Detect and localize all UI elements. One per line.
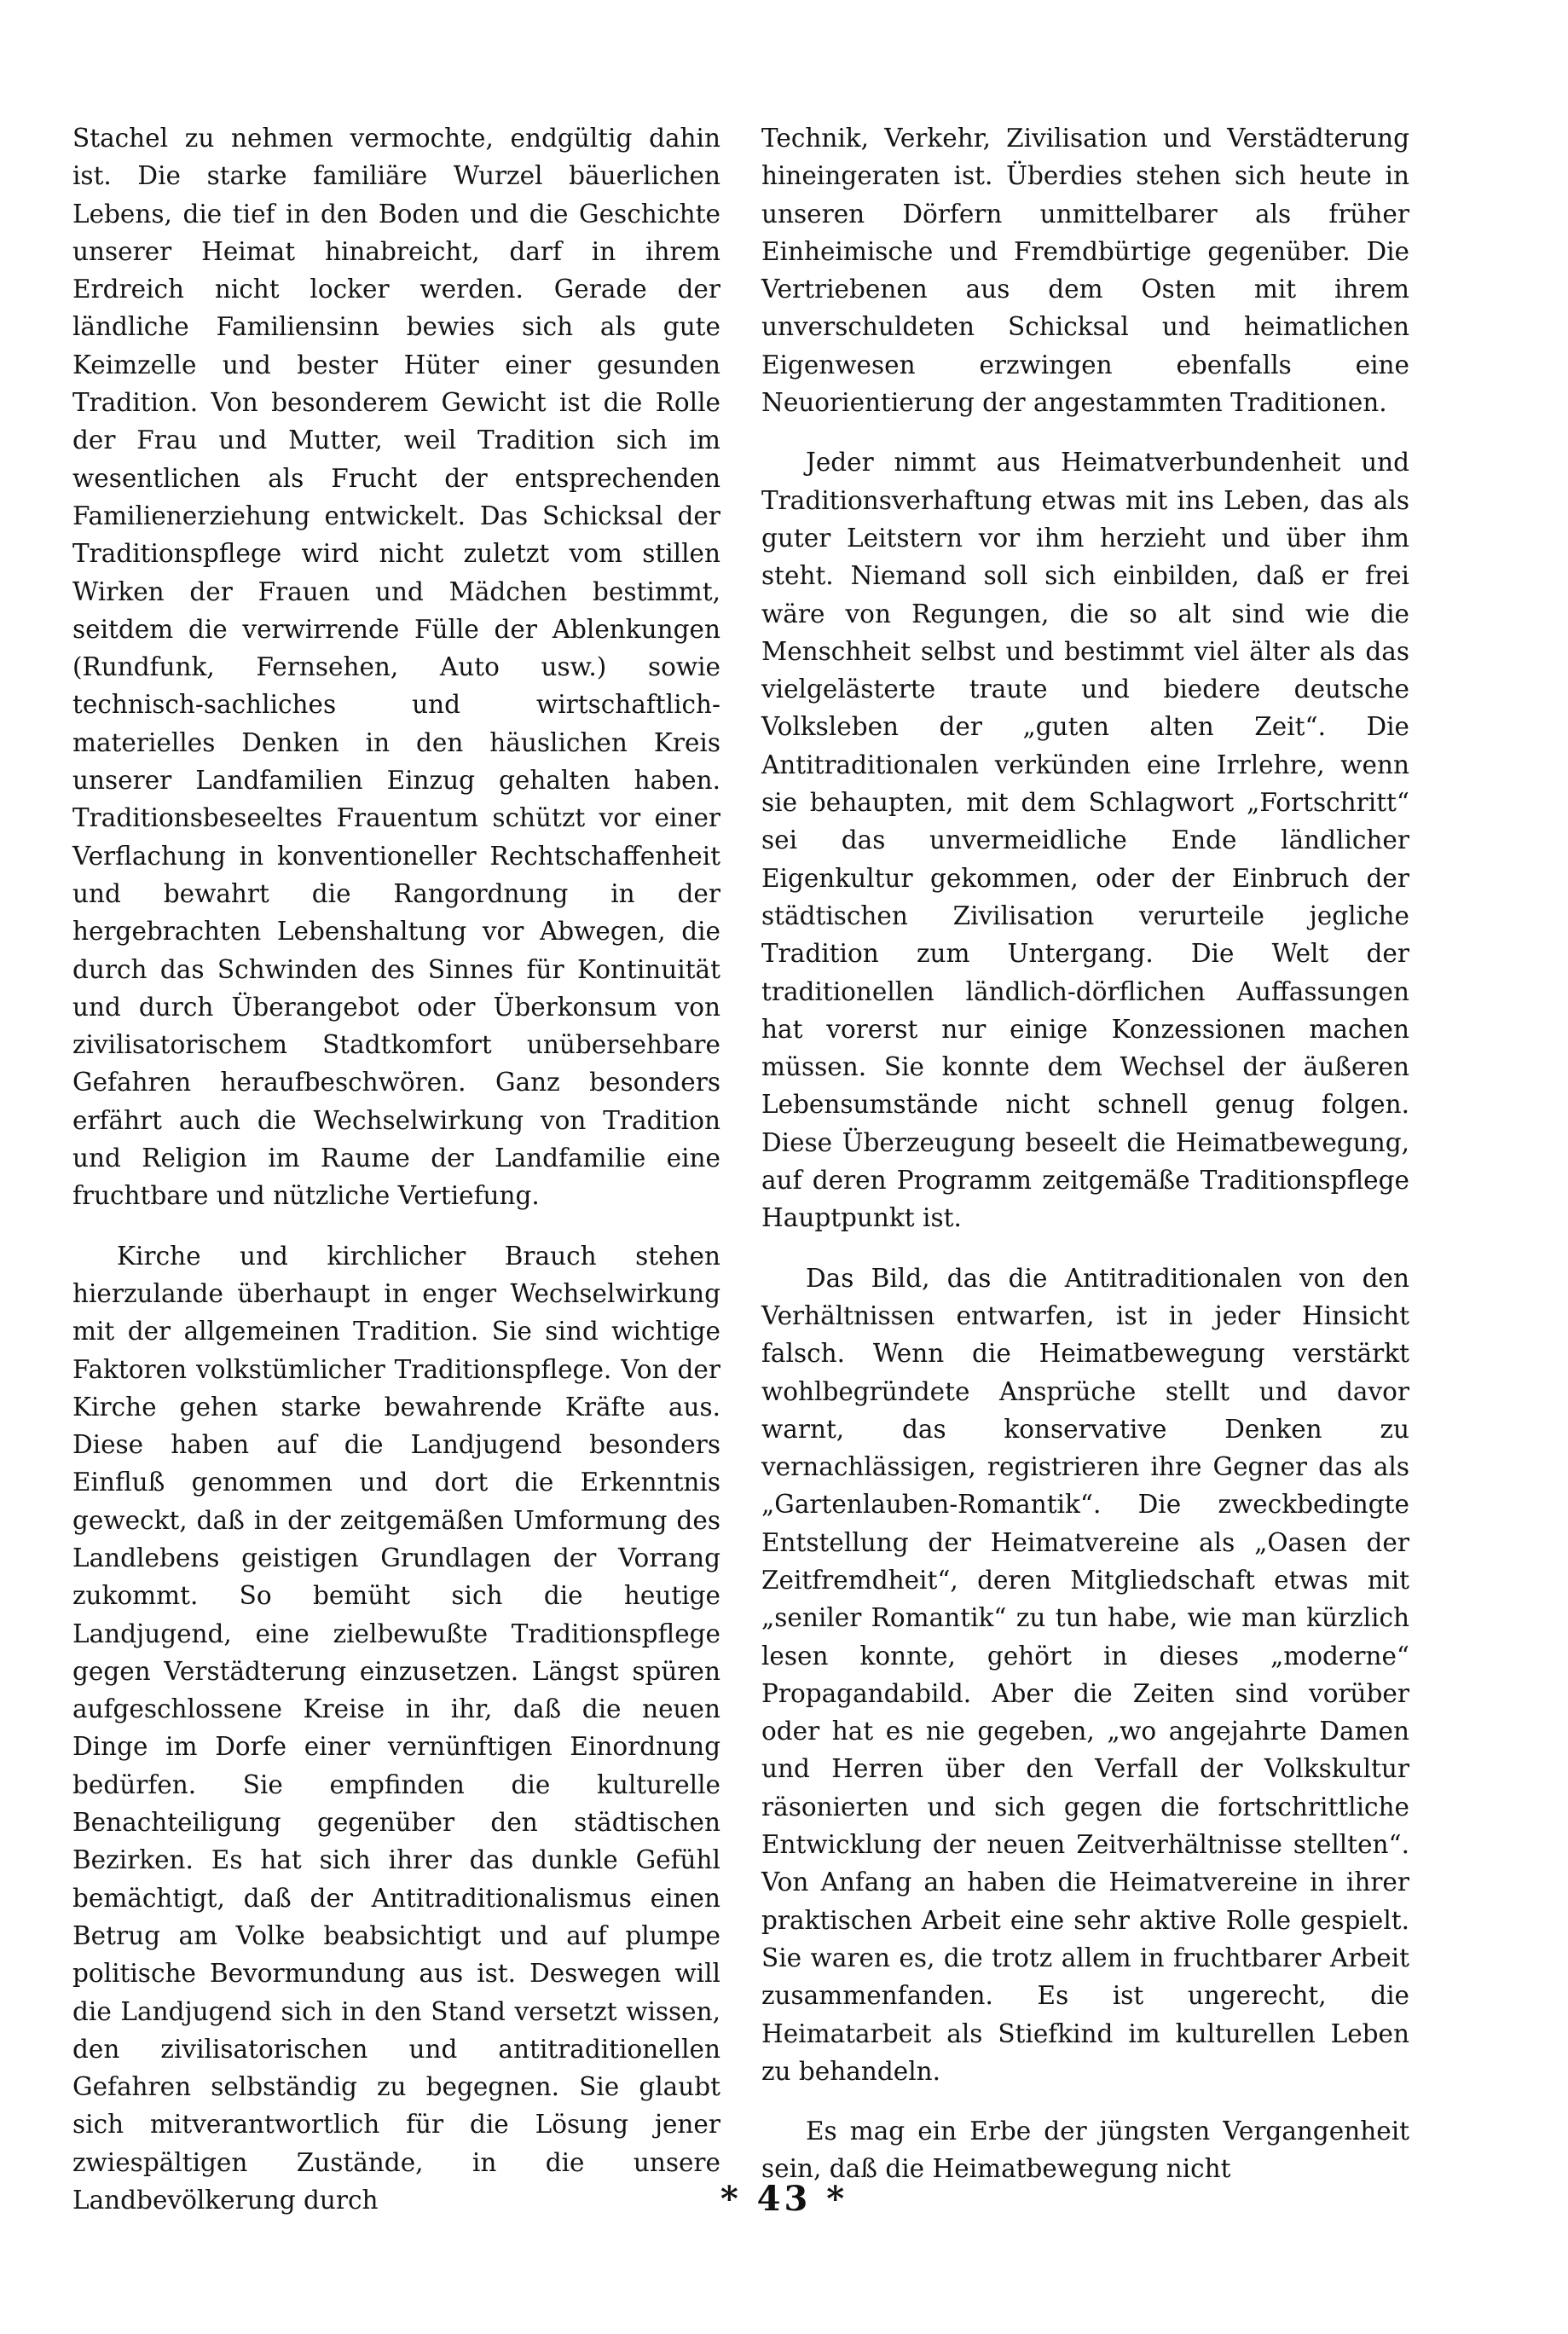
page-number: * 43 * [720,2179,848,2219]
right-paragraph-1: Technik, Verkehr, Zivilisation und Verstädterung hineingeraten ist. Überdies stehen sich heute in unseren Dörfern unmittelbarer als früher Einheimische und Fremdbürtige gegenüber. Die Vertriebenen aus dem Osten mit ihrem unverschuldeten Schicksal und heimatlichen Eigenwesen erzwingen ebenfalls eine Neuorientierung der angestammten Traditionen. [761,124,1409,418]
left-column [72,119,720,2241]
right-column [761,119,1409,2210]
left-paragraph-1: Stachel zu nehmen vermochte, endgültig dahin ist. Die starke familiäre Wurzel bäuerlichen Lebens, die tief in den Boden und die Geschichte unserer Heimat hinabreicht, darf in ihrem Erdreich nicht locker werden. Gerade der ländliche Familiensinn bewies sich als gute Keimzelle und bester Hüter einer gesunden Tradition. Von besonderem Gewicht ist die Rolle der Frau und Mutter, weil Tradition sich im wesentlichen als Frucht der entsprechenden Familienerziehung entwickelt. Das Schicksal der Traditionspflege wird nicht zuletzt vom stillen Wirken der Frauen und Mädchen bestimmt, seitdem die verwirrende Fülle der Ablenkungen (Rundfunk, Fernsehen, Auto usw.) sowie technisch-sachliches und wirtschaftlich-materielles Denken in den häuslichen Kreis unserer Landfamilien Einzug gehalten haben. Traditionsbeseeltes Frauentum schützt vor einer Verflachung in konventioneller Rechtschaffenheit und bewahrt die Rangordnung in der hergebrachten Lebenshaltung vor Abwegen, die durch das Schwinden des Sinnes für Kontinuität und durch Überangebot oder Überkonsum von zivilisatorischem Stadtkomfort unübersehbare Gefahren heraufbeschwören. Ganz besonders erfährt auch die Wechselwirkung von Tradition und Religion im Raume der Landfamilie eine fruchtbare und nützliche Vertiefung. [72,124,720,1211]
left-paragraph-2: Kirche und kirchlicher Brauch stehen hierzulande überhaupt in enger Wechselwirkung mit der allgemeinen Tradition. Sie sind wichtige Faktoren volkstümlicher Traditionspflege. Von der Kirche gehen starke bewahrende Kräfte aus. Diese haben auf die Landjugend besonders Einfluß genommen und dort die Erkenntnis geweckt, daß in der zeitgemäßen Umformung des Landlebens geistigen Grundlagen der Vorrang zukommt. So bemüht sich die heutige Landjugend, eine zielbewußte Traditionspflege gegen Verstädterung einzusetzen. Längst spüren aufgeschlossene Kreise in ihr, daß die neuen Dinge im Dorfe einer vernünftigen Einordnung bedürfen. Sie empfinden die kulturelle Benachteiligung gegenüber den städtischen Bezirken. Es hat sich ihrer das dunkle Gefühl bemächtigt, daß der Antitraditionalismus einen Betrug am Volke beabsichtigt und auf plumpe politische Bevormundung aus ist. Deswegen will die Landjugend sich in den Stand versetzt wissen, den zivilisatorischen und antitraditionellen Gefahren selbständig zu begegnen. Sie glaubt sich mitverantwortlich für die Lösung jener zwiespältigen Zustände, in die unsere Landbevölkerung durch [72,1241,720,2215]
right-paragraph-2: Jeder nimmt aus Heimatverbundenheit und Traditionsverhaftung etwas mit ins Leben, das als guter Leitstern vor ihm herzieht und über ihm steht. Niemand soll sich einbilden, daß er frei wäre von Regungen, die so alt sind wie die Menschheit selbst und bestimmt viel älter als das vielgelästerte traute und biedere deutsche Volksleben der „guten alten Zeit“. Die Antitraditionalen verkünden eine Irrlehre, wenn sie behaupten, mit dem Schlagwort „Fortschritt“ sei das unvermeidliche Ende ländlicher Eigenkultur gekommen, oder der Einbruch der städtischen Zivilisation verurteile jegliche Tradition zum Untergang. Die Welt der traditionellen ländlich-dörflichen Auffassungen hat vorerst nur einige Konzessionen machen müssen. Sie konnte dem Wechsel der äußeren Lebensumstände nicht schnell genug folgen. Diese Überzeugung beseelt die Heimatbewegung, auf deren Programm zeitgemäße Traditionspflege Hauptpunkt ist. [761,448,1409,1233]
right-paragraph-4: Es mag ein Erbe der jüngsten Vergangenheit sein, daß die Heimatbewegung nicht [761,2117,1409,2184]
right-paragraph-3: Das Bild, das die Antitraditionalen von den Verhältnissen entwarfen, ist in jeder Hinsicht falsch. Wenn die Heimatbewegung verstärkt wohlbegründete Ansprüche stellt und davor warnt, das konservative Denken zu vernachlässigen, registrieren ihre Gegner das als „Gartenlauben-Romantik“. Die zweckbedingte Entstellung der Heimatvereine als „Oasen der Zeitfremdheit“, deren Mitgliedschaft etwas mit „seniler Romantik“ zu tun habe, wie man kürzlich lesen konnte, gehört in dieses „moderne“ Propagandabild. Aber die Zeiten sind vorüber oder hat es nie gegeben, „wo angejahrte Damen und Herren über den Verfall der Volkskultur räsonierten und sich gegen die fortschrittliche Entwicklung der neuen Zeitverhältnisse stellten“. Von Anfang an haben die Heimatvereine in ihrer praktischen Arbeit eine sehr aktive Rolle gespielt. Sie waren es, die trotz allem in fruchtbarer Arbeit zusammenfanden. Es ist ungerecht, die Heimatarbeit als Stiefkind im kulturellen Leben zu behandeln. [761,1263,1409,2086]
